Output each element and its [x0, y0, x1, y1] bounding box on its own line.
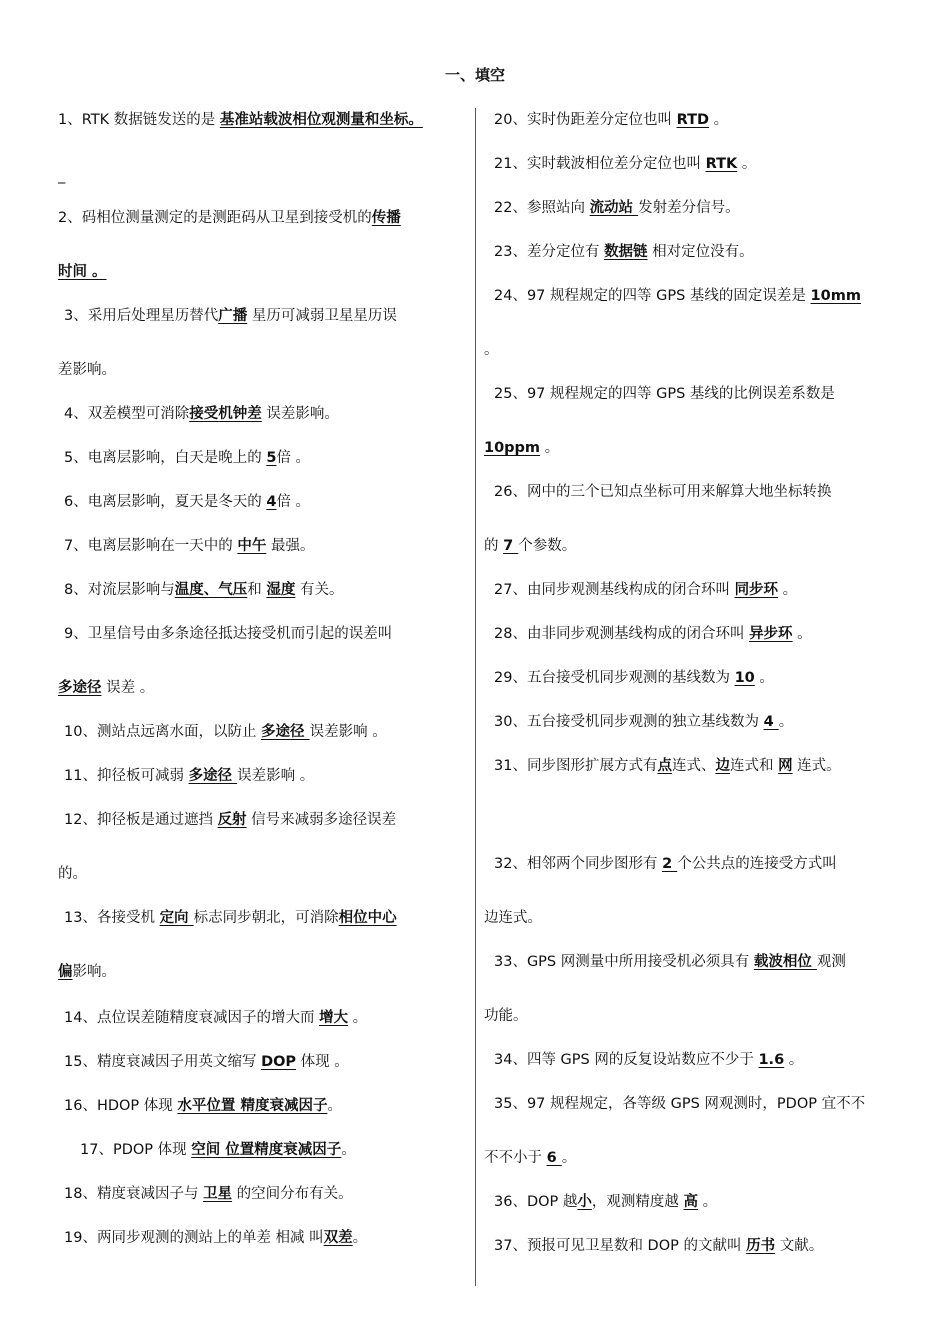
- question-text: 误差影响 。: [237, 768, 315, 784]
- question-text: 1、RTK 数据链发送的是: [58, 112, 220, 128]
- question-line: [494, 712, 793, 732]
- question-text: 星历可减弱卫星星历误: [247, 308, 397, 324]
- question-text: 连式。: [792, 758, 841, 774]
- answer-blank: 广播: [218, 308, 248, 324]
- question-text: 误差影响。: [261, 406, 339, 422]
- question-text: 12、抑径板是通过遮挡: [64, 812, 218, 828]
- answer-blank: 反射: [217, 812, 247, 828]
- answer-blank: RTD: [676, 112, 710, 128]
- question-text: 17、PDOP 体现: [80, 1142, 192, 1158]
- question-line: [494, 384, 835, 404]
- question-text: 20、实时伪距差分定位也叫: [494, 112, 677, 128]
- question-line: [494, 1050, 803, 1070]
- answer-blank: 定向: [159, 910, 194, 926]
- question-text: 。: [341, 1142, 356, 1158]
- question-line: [494, 154, 756, 174]
- answer-blank: 时间 。: [58, 264, 107, 280]
- question-text: 3、采用后处理星历替代: [64, 308, 219, 324]
- question-line: [64, 766, 314, 786]
- question-line: [58, 110, 423, 130]
- answer-blank: 高: [683, 1194, 698, 1210]
- answer-blank: DOP: [261, 1054, 297, 1070]
- answer-blank: 同步环: [734, 582, 779, 598]
- question-text: 差影响。: [58, 362, 116, 378]
- question-text: 。: [792, 626, 812, 642]
- question-text: 连式和: [729, 758, 779, 774]
- question-text: ，观测精度越: [591, 1194, 684, 1210]
- question-text: 8、对流层影响与: [64, 582, 175, 598]
- question-text: 16、HDOP 体现: [64, 1098, 178, 1114]
- question-line: [64, 1052, 349, 1072]
- question-text: 。: [778, 582, 798, 598]
- answer-blank: 多途径: [188, 768, 238, 784]
- question-text: 不不小于: [484, 1150, 547, 1166]
- question-line: [64, 1096, 342, 1116]
- answer-blank: 异步环: [749, 626, 793, 642]
- answer-blank: 双差: [323, 1230, 353, 1246]
- question-line: [58, 360, 116, 380]
- answer-blank: 1.6: [758, 1052, 785, 1068]
- question-text: 最强。: [266, 538, 315, 554]
- answer-blank: 卫星: [203, 1186, 233, 1202]
- question-line: [58, 962, 116, 982]
- question-text: 10、测站点远离水面，以防止: [64, 724, 262, 740]
- question-text: 7、电离层影响在一天中的: [64, 538, 238, 554]
- answer-blank: 传播: [371, 210, 401, 226]
- question-text: 。: [540, 440, 560, 456]
- question-line: [494, 242, 754, 262]
- question-text: 误差影响 。: [309, 724, 387, 740]
- question-line: [484, 340, 499, 360]
- question-line: [494, 580, 797, 600]
- answer-blank: 偏: [58, 964, 73, 980]
- question-text: 26、网中的三个已知点坐标可用来解算大地坐标转换: [494, 484, 832, 500]
- answer-blank: 湿度: [266, 582, 296, 598]
- question-text: 。: [784, 1052, 804, 1068]
- answer-blank: 基准站载波相位观测量和坐标。: [219, 112, 423, 128]
- question-line: [64, 1228, 367, 1248]
- question-text: 和: [247, 582, 267, 598]
- question-line: [494, 110, 728, 130]
- question-text: 9、卫星信号由多条途径抵达接受机而引起的误差叫: [64, 626, 393, 642]
- question-line: [494, 1192, 717, 1212]
- answer-blank: 边: [715, 758, 730, 774]
- question-text: 信号来减弱多途径误差: [246, 812, 397, 828]
- answer-blank: RTK: [705, 156, 738, 172]
- question-text: 2、码相位测量测定的是测距码从卫星到接受机的: [58, 210, 372, 226]
- question-text: 。: [698, 1194, 718, 1210]
- question-line: [64, 1008, 367, 1028]
- question-text: 连式、: [671, 758, 716, 774]
- answer-blank: 2: [662, 856, 678, 872]
- question-line: [494, 198, 740, 218]
- question-text: 功能。: [484, 1008, 528, 1024]
- question-line: [58, 262, 107, 282]
- question-text: 36、DOP 越: [494, 1194, 578, 1210]
- question-text: 32、相邻两个同步图形有: [494, 856, 663, 872]
- question-text: 影响。: [72, 964, 116, 980]
- answer-blank: 载波相位: [753, 954, 817, 970]
- answer-blank: 增大: [319, 1010, 349, 1026]
- question-text: 的。: [58, 866, 87, 882]
- question-text: 30、五台接受机同步观测的独立基线数为: [494, 714, 764, 730]
- column-divider: [475, 108, 476, 1286]
- question-line: [58, 864, 87, 884]
- question-text: 34、四等 GPS 网的反复设站数应不少于: [494, 1052, 759, 1068]
- question-text: 体现 。: [296, 1054, 349, 1070]
- section-title: 一、填空: [444, 66, 505, 84]
- question-text: 有关。: [295, 582, 344, 598]
- question-text: 37、预报可见卫星数和 DOP 的文献叫: [494, 1238, 747, 1254]
- question-line: [494, 624, 812, 644]
- answer-blank: 接受机钟差: [189, 406, 262, 422]
- question-text: 29、五台接受机同步观测的基线数为: [494, 670, 735, 686]
- question-line: [64, 624, 392, 644]
- answer-blank: 温度、气压: [174, 582, 248, 598]
- question-text: 23、差分定位有: [494, 244, 605, 260]
- question-text: 误差 。: [101, 680, 155, 696]
- question-text: 边连式。: [484, 910, 542, 926]
- question-line: [484, 1006, 528, 1026]
- question-text: 19、两同步观测的测站上的单差 相减 叫: [64, 1230, 324, 1246]
- answer-blank: 水平位置 精度衰减因子: [177, 1098, 328, 1114]
- question-text: 4、双差模型可消除: [64, 406, 190, 422]
- answer-blank: 10: [734, 670, 755, 686]
- answer-blank: 5: [266, 450, 277, 466]
- answer-blank: 网: [778, 758, 793, 774]
- question-line: [484, 536, 576, 556]
- answer-blank: 数据链: [604, 244, 648, 260]
- question-line: [64, 810, 396, 830]
- answer-blank: 空间 位置精度衰减因子: [191, 1142, 342, 1158]
- answer-blank: 7: [503, 538, 519, 554]
- question-text: 。: [754, 670, 774, 686]
- answer-blank: 4: [763, 714, 779, 730]
- answer-blank: 中午: [237, 538, 267, 554]
- question-text: 。: [327, 1098, 342, 1114]
- question-line: [64, 492, 310, 512]
- answer-blank: 小: [577, 1194, 592, 1210]
- question-text: 倍 。: [276, 450, 311, 466]
- question-text: 的: [484, 538, 504, 554]
- question-line: [64, 1184, 353, 1204]
- answer-blank: 点: [657, 758, 672, 774]
- question-text: 15、精度衰减因子用英文缩写: [64, 1054, 262, 1070]
- answer-blank: 4: [266, 494, 277, 510]
- question-text: 14、点位误差随精度衰减因子的增大而: [64, 1010, 320, 1026]
- question-text: 21、实时载波相位差分定位也叫: [494, 156, 706, 172]
- question-text: 25、97 规程规定的四等 GPS 基线的比例误差系数是: [494, 386, 835, 402]
- question-line: [484, 1148, 576, 1168]
- question-text: 。: [737, 156, 757, 172]
- question-text: 倍 。: [276, 494, 311, 510]
- question-line: [58, 678, 154, 698]
- question-line: [58, 208, 401, 228]
- question-line: [494, 668, 774, 688]
- question-line: [64, 908, 397, 928]
- question-line: [484, 438, 559, 458]
- question-text: 。: [484, 342, 499, 358]
- question-text: 。: [709, 112, 729, 128]
- question-line: [494, 1236, 823, 1256]
- question-line: [58, 166, 65, 186]
- question-line: [64, 536, 314, 556]
- question-text: 。: [778, 714, 794, 730]
- question-text: 观测: [816, 954, 846, 970]
- question-line: [64, 722, 387, 742]
- question-text: 。: [348, 1010, 368, 1026]
- question-text: 个参数。: [518, 538, 577, 554]
- question-line: [64, 404, 339, 424]
- question-text: 11、抑径板可减弱: [64, 768, 189, 784]
- question-line: [494, 756, 841, 776]
- answer-blank: 流动站: [589, 200, 639, 216]
- answer-blank: 6: [546, 1150, 562, 1166]
- question-text: 28、由非同步观测基线构成的闭合环叫: [494, 626, 750, 642]
- question-text: 18、精度衰减因子与: [64, 1186, 204, 1202]
- question-line: [64, 306, 397, 326]
- question-text: 24、97 规程规定的四等 GPS 基线的固定误差是: [494, 288, 811, 304]
- question-text: 。: [561, 1150, 577, 1166]
- question-text: 27、由同步观测基线构成的闭合环叫: [494, 582, 735, 598]
- question-line: [484, 908, 542, 928]
- answer-blank: 多途径: [261, 724, 310, 740]
- answer-blank: 10ppm: [484, 440, 541, 456]
- question-line: [80, 1140, 356, 1160]
- question-text: 相对定位没有。: [647, 244, 754, 260]
- question-text: 13、各接受机: [64, 910, 160, 926]
- question-text: 33、GPS 网测量中所用接受机必须具有: [494, 954, 754, 970]
- question-text: 文献。: [775, 1238, 824, 1254]
- answer-blank: 多途径: [58, 680, 102, 696]
- question-text: 。: [352, 1230, 368, 1246]
- question-line: [494, 952, 846, 972]
- question-text: 个公共点的连接受方式叫: [677, 856, 837, 872]
- question-line: [64, 448, 310, 468]
- question-line: [494, 286, 861, 306]
- answer-blank: 历书: [746, 1238, 776, 1254]
- question-text: 6、电离层影响，夏天是冬天的: [64, 494, 267, 510]
- question-text: 标志同步朝北，可消除: [193, 910, 339, 926]
- question-text: 发射差分信号。: [638, 200, 740, 216]
- question-text: 22、参照站向: [494, 200, 590, 216]
- question-text: 31、同步图形扩展方式有: [494, 758, 658, 774]
- question-line: [64, 580, 343, 600]
- question-text: 5、电离层影响，白天是晚上的: [64, 450, 267, 466]
- question-text: 的空间分布有关。: [232, 1186, 353, 1202]
- question-text: 35、97 规程规定，各等级 GPS 网观测时，PDOP 宜不不: [494, 1096, 866, 1112]
- question-line: [494, 482, 831, 502]
- question-line: [494, 854, 837, 874]
- answer-blank: 相位中心: [338, 910, 397, 926]
- answer-blank: 10mm: [810, 288, 861, 304]
- question-text: _: [58, 168, 66, 184]
- question-line: [494, 1094, 865, 1114]
